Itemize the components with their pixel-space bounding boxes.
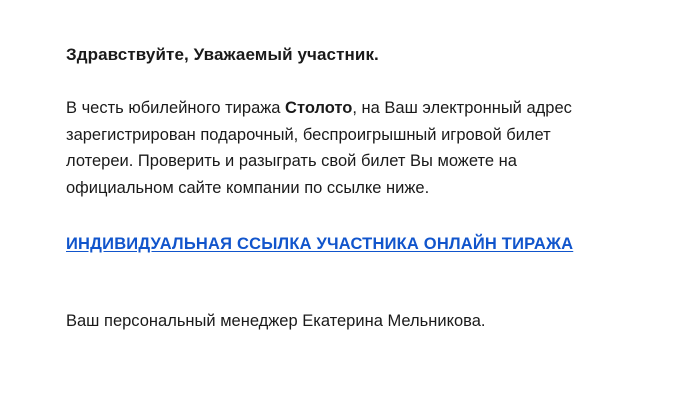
main-paragraph <box>66 95 615 202</box>
paragraph-prefix-text: В честь юбилейного тиража <box>66 98 286 117</box>
paragraph-suffix-text: , на Ваш электронный адрес зарегистрирован подарочный, беспроигрышный игровой билет лотереи. Проверить и разыграть свой билет Вы можете на официальном сайте компании по ссылке ниже. <box>66 98 572 198</box>
individual-participant-link[interactable]: ИНДИВИДУАЛЬНАЯ ССЫЛКА УЧАСТНИКА ОНЛАЙН ТИРАЖА <box>66 234 574 253</box>
signature-text: Ваш персональный менеджер Екатерина Мельникова. <box>66 311 486 330</box>
brand-name-text: Столото <box>285 98 353 117</box>
cta-link-container <box>66 232 611 257</box>
greeting-text: Здравствуйте, Уважаемый участник. <box>66 45 379 64</box>
